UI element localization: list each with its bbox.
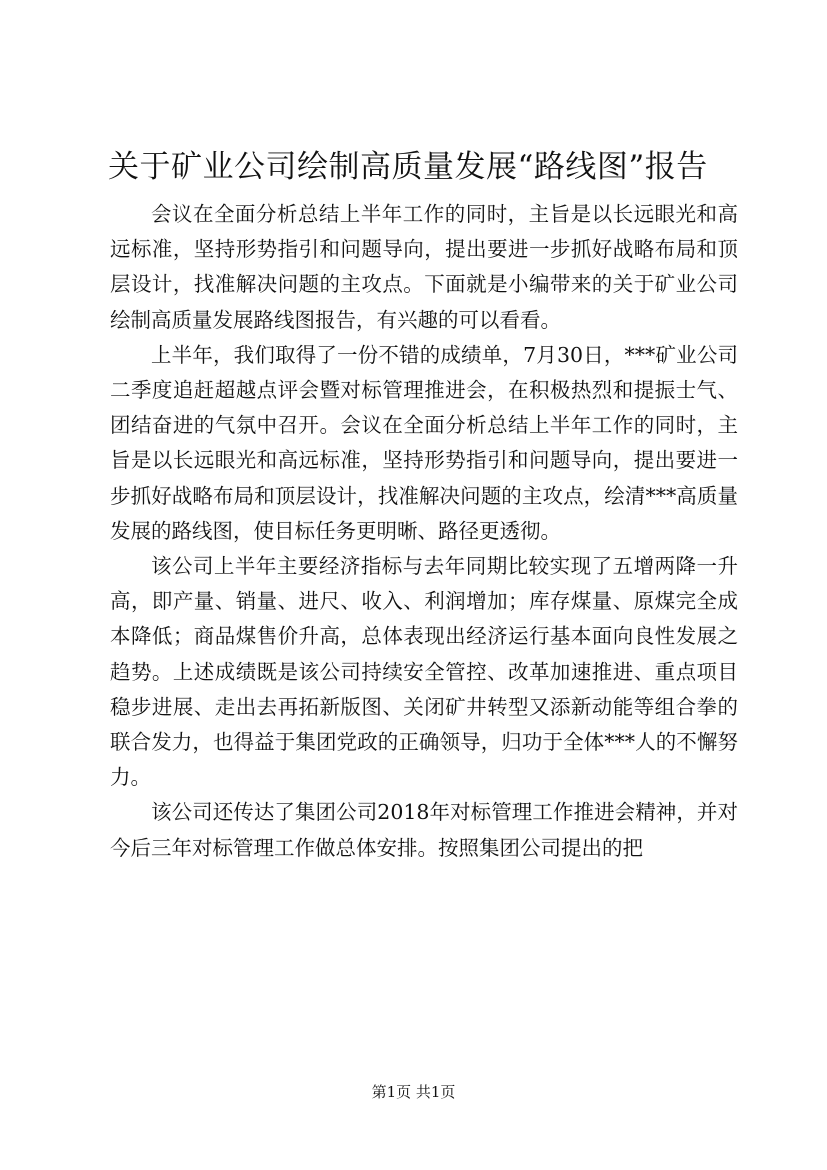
- paragraph-1: 会议在全面分析总结上半年工作的同时，主旨是以长远眼光和高远标准，坚持形势指引和问题导向，提出要进一步抓好战略布局和顶层设计，找准解决问题的主攻点。下面就是小编带来的关于矿业公司绘制高质量发展路线图报告，有兴趣的可以看看。: [110, 202, 738, 332]
- page-footer: 第1页 共1页: [371, 1083, 456, 1101]
- paragraph-3: 该公司上半年主要经济指标与去年同期比较实现了五增两降一升高，即产量、销量、进尺、收入、利润增加；库存煤量、原煤完全成本降低；商品煤售价升高，总体表现出经济运行基本面向良性发展之趋势。上述成绩既是该公司持续安全管控、改革加速推进、重点项目稳步进展、走出去再拓新版图、关闭矿井转型又添新动能等组合拳的联合发力，也得益于集团党政的正确领导，归功于全体***人的不懈努力。: [110, 554, 738, 790]
- paragraph-4: 该公司还传达了集团公司2018年对标管理工作推进会精神，并对今后三年对标管理工作做总体安排。按照集团公司提出的把: [110, 800, 738, 860]
- document-body: [110, 197, 738, 866]
- paragraph-2: 上半年，我们取得了一份不错的成绩单，7月30日，***矿业公司二季度追赶超越点评会暨对标管理推进会，在积极热烈和提振士气、团结奋进的气氛中召开。会议在全面分析总结上半年工作的同时，主旨是以长远眼光和高远标准，坚持形势指引和问题导向，提出要进一步抓好战略布局和顶层设计，找准解决问题的主攻点，绘清***高质量发展的路线图，使目标任务更明晰、路径更透彻。: [110, 342, 738, 543]
- document-title: 关于矿业公司绘制高质量发展“路线图”报告: [108, 149, 708, 185]
